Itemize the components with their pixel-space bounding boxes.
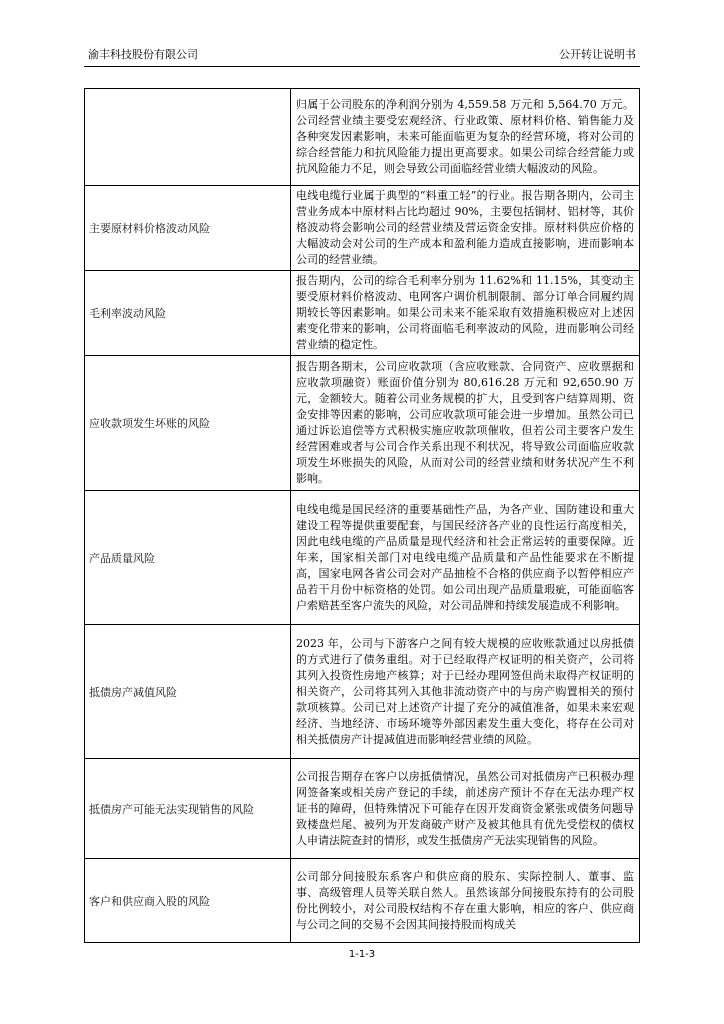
risk-description: 电线电缆行业属于典型的“料重工轻”的行业。报告期各期内，公司主营业务成本中原材料占比均超过 90%，主要包括铜材、铝材等，其价格波动将会影响公司的经营业绩及营运资金安排。原材料供应价格的大幅波动会对公司的生产成本和盈利能力造成直接影响，进而影响本公司的经营业绩。: [291, 186, 640, 271]
table-row: [85, 759, 640, 859]
company-name: 渝丰科技股份有限公司: [88, 48, 198, 61]
risk-name: 抵债房产减值风险: [85, 625, 291, 759]
risk-description: 报告期各期末，公司应收款项（含应收账款、合同资产、应收票据和应收款项融资）账面价值分别为 80,616.28 万元和 92,650.90 万元，金额较大。随着公司业务规模的扩大，且受到客户结算周期、资金安排等因素的影响，公司应收款项可能会进一步增加。虽然公司已通过诉讼追偿等方式积极实施应收款项催收，但若公司主要客户发生经营困难或者与公司合作关系出现不利状况，将导致公司面临应收款项发生坏账损失的风险，从而对公司的经营业绩和财务状况产生不利影响。: [291, 356, 640, 491]
risk-description: 公司报告期存在客户以房抵债情况，虽然公司对抵债房产已积极办理网签备案或相关房产登记的手续，前述房产预计不存在无法办理产权证书的障碍，但特殊情况下可能存在因开发商资金紧张或债务问题导致楼盘烂尾、被列为开发商破产财产及被其他具有优先受偿权的债权人申请法院查封的情形，或发生抵债房产无法实现销售的风险。: [291, 759, 640, 859]
page-number: 1-1-3: [348, 949, 376, 960]
table-row: [85, 186, 640, 271]
table-row: [85, 859, 640, 943]
document-title: 公开转让说明书: [559, 48, 636, 61]
table-row: [85, 356, 640, 491]
risk-table: [84, 88, 640, 943]
risk-description: 报告期内，公司的综合毛利率分别为 11.62%和 11.15%，其变动主要受原材料价格波动、电网客户调价机制限制、部分订单合同履约周期较长等因素影响。如果公司未来不能采取有效措施积极应对上述因素变化带来的影响，公司将面临毛利率波动的风险，进而影响公司经营业绩的稳定性。: [291, 271, 640, 356]
table-row: [85, 491, 640, 625]
table-row: [85, 625, 640, 759]
risk-name: [85, 89, 291, 186]
risk-name: 抵债房产可能无法实现销售的风险: [85, 759, 291, 859]
risk-name: 产品质量风险: [85, 491, 291, 625]
table-row: [85, 271, 640, 356]
risk-name: 客户和供应商入股的风险: [85, 859, 291, 943]
risk-description: 2023 年，公司与下游客户之间有较大规模的应收账款通过以房抵债的方式进行了债务重组。对于已经取得产权证明的相关资产，公司将其列入投资性房地产核算；对于已经办理网签但尚未取得产权证明的相关资产，公司将其列入其他非流动资产中的与房产购置相关的预付款项核算。公司已对上述资产计提了充分的减值准备，如果未来宏观经济、当地经济、市场环境等外部因素发生重大变化，将存在公司对相关抵债房产计提减值进而影响经营业绩的风险。: [291, 625, 640, 759]
risk-description: 电线电缆是国民经济的重要基础性产品，为各产业、国防建设和重大建设工程等提供重要配套，与国民经济各产业的良性运行高度相关，因此电线电缆的产品质量是现代经济和社会正常运转的重要保障。近年来，国家相关部门对电线电缆产品质量和产品性能要求在不断提高，国家电网各省公司会对产品抽检不合格的供应商予以暂停相应产品若干月份中标资格的处罚。如公司出现产品质量瑕疵，可能面临客户索赔甚至客户流失的风险，对公司品牌和持续发展造成不利影响。: [291, 491, 640, 625]
risk-description: 公司部分间接股东系客户和供应商的股东、实际控制人、董事、监事、高级管理人员等关联自然人。虽然该部分间接股东持有的公司股份比例较小，对公司股权结构不存在重大影响，相应的客户、供应商与公司之间的交易不会因其间接持股而构成关: [291, 859, 640, 943]
risk-name: 应收款项发生坏账的风险: [85, 356, 291, 491]
page-header: [84, 44, 640, 67]
risk-name: 毛利率波动风险: [85, 271, 291, 356]
table-row: [85, 89, 640, 186]
risk-description: 归属于公司股东的净利润分别为 4,559.58 万元和 5,564.70 万元。公司经营业绩主要受宏观经济、行业政策、原材料价格、销售能力及各种突发因素影响，未来可能面临更为复杂的经营环境，将对公司的综合经营能力和抗风险能力提出更高要求。如果公司综合经营能力或抗风险能力不足，则会导致公司面临经营业绩大幅波动的风险。: [291, 89, 640, 186]
risk-name: 主要原材料价格波动风险: [85, 186, 291, 271]
